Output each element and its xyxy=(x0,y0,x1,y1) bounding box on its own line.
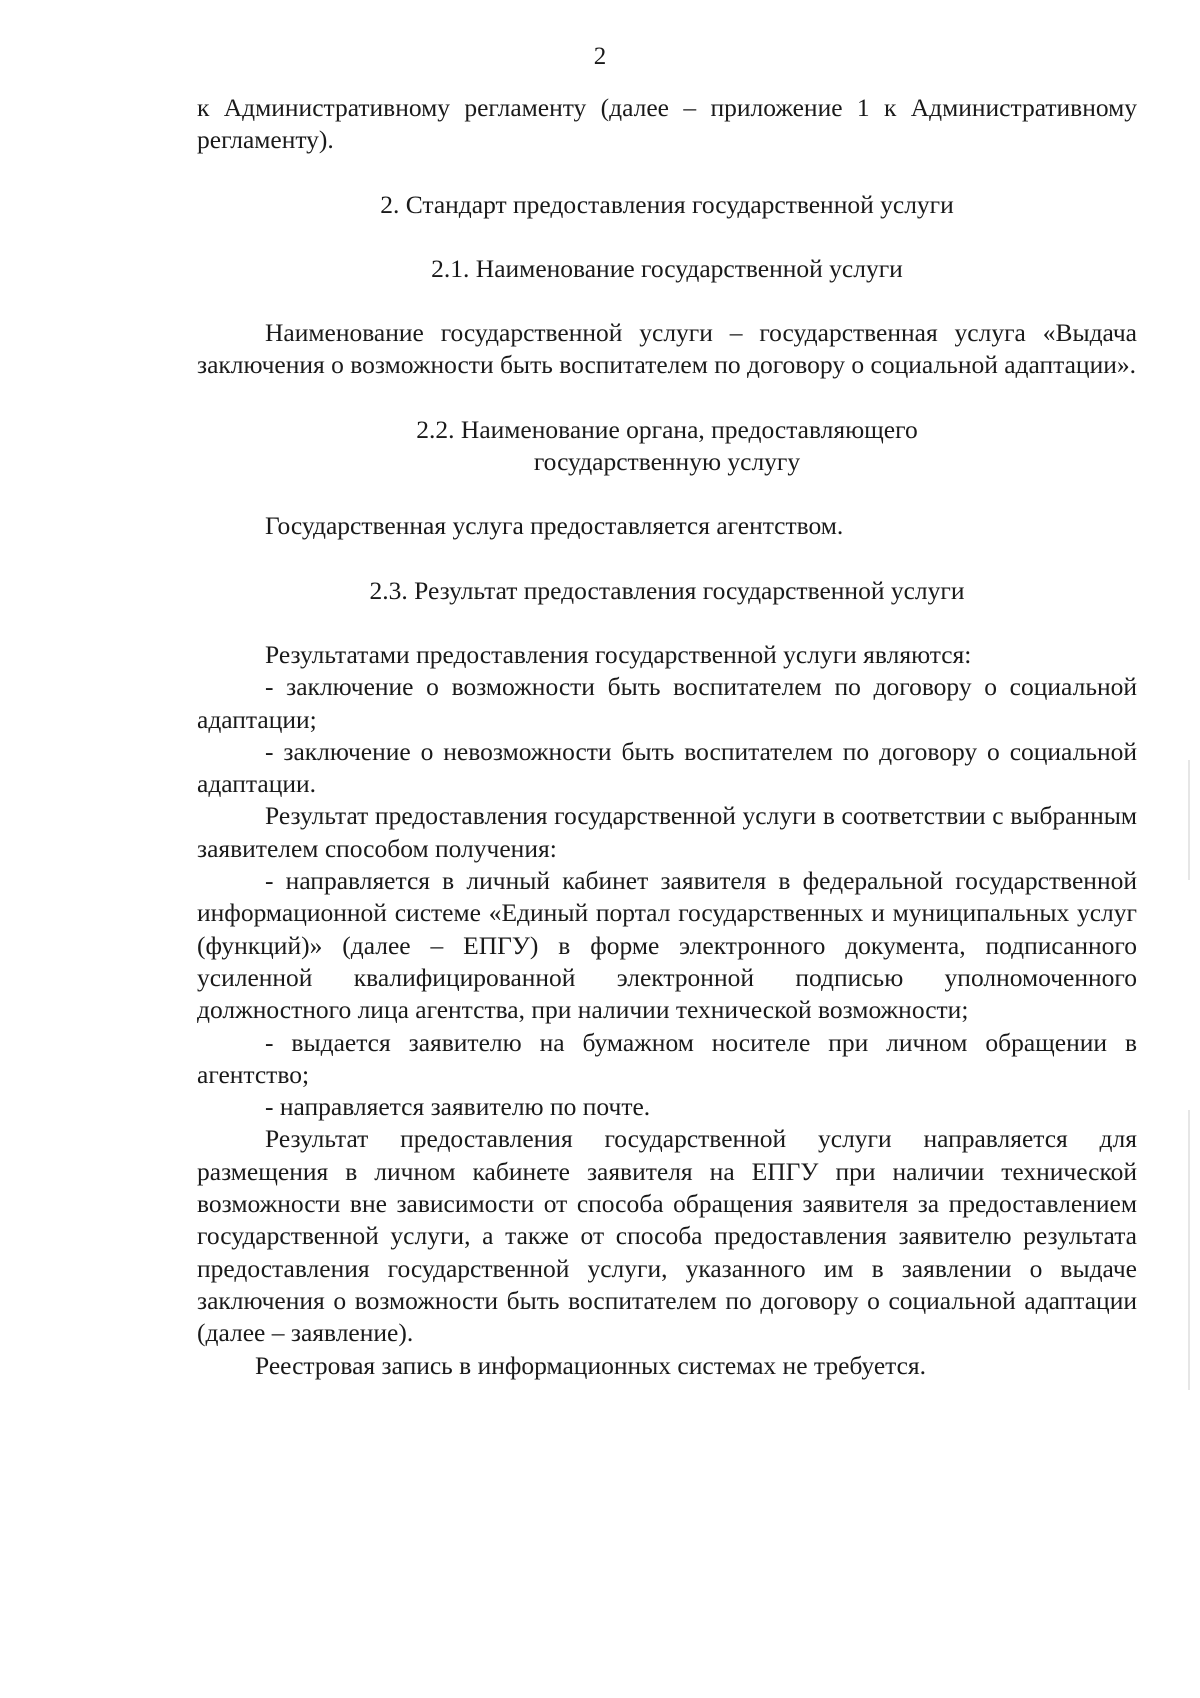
section-2-2-heading-line2: государственную услугу xyxy=(533,447,801,477)
section-2-heading: 2. Стандарт предоставления государственной услуги xyxy=(380,189,954,219)
section-2-3-heading: 2.3. Результат предоставления государственной услуги xyxy=(369,575,965,605)
delivery-item-3: - направляется заявителю по почте. xyxy=(265,1092,651,1122)
section-2-1-heading: 2.1. Наименование государственной услуги xyxy=(431,253,903,283)
section-2-2-heading-line1: 2.2. Наименование органа, предоставляющего xyxy=(416,414,918,444)
page-number: 2 xyxy=(593,43,607,70)
result-item-2: - заключение о невозможности быть воспитателем по договору о социальной адаптации. xyxy=(197,736,1137,799)
section-2-2-paragraph: Государственная услуга предоставляется агентством. xyxy=(265,511,844,541)
section-2-1-paragraph: Наименование государственной услуги – государственная услуга «Выдача заключения о возможности быть воспитателем по договору о социальной адаптации». xyxy=(197,318,1137,380)
results-intro-paragraph: Результатами предоставления государственной услуги являются: xyxy=(265,639,972,669)
delivery-item-1: - направляется в личный кабинет заявителя в федеральной государственной информационной системе «Единый портал государственных и муниципальных услуг (функций)» (далее – ЕПГУ) в форме электронного документа, подписанного усиленной квалифицированной электронной подписью уполномоченного должностного лица агентства, при наличии технической возможности; xyxy=(197,866,1137,1025)
intro-paragraph: к Административному регламенту (далее – приложение 1 к Административному регламенту). xyxy=(197,93,1137,155)
epgu-paragraph: Результат предоставления государственной услуги направляется для размещения в личном кабинете заявителя на ЕПГУ при наличии технической возможности вне зависимости от способа обращения заявителя за предоставлением государственной услуги, а также от способа предоставления заявителю результата предоставления государственной услуги, указанного им в заявлении о выдаче заключения о возможности быть воспитателем по договору о социальной адаптации (далее – заявление). xyxy=(197,1124,1137,1348)
result-item-1: - заключение о возможности быть воспитателем по договору о социальной адаптации; xyxy=(197,672,1137,734)
delivery-intro-paragraph: Результат предоставления государственной услуги в соответствии с выбранным заявителем способом получения: xyxy=(197,801,1137,863)
delivery-item-2: - выдается заявителю на бумажном носителе при личном обращении в агентство; xyxy=(197,1027,1137,1089)
scan-edge-mark xyxy=(1188,1110,1190,1390)
registry-paragraph: Реестровая запись в информационных системах не требуется. xyxy=(255,1350,927,1380)
document-body xyxy=(197,92,1137,1382)
scan-edge-mark xyxy=(1188,760,1190,880)
